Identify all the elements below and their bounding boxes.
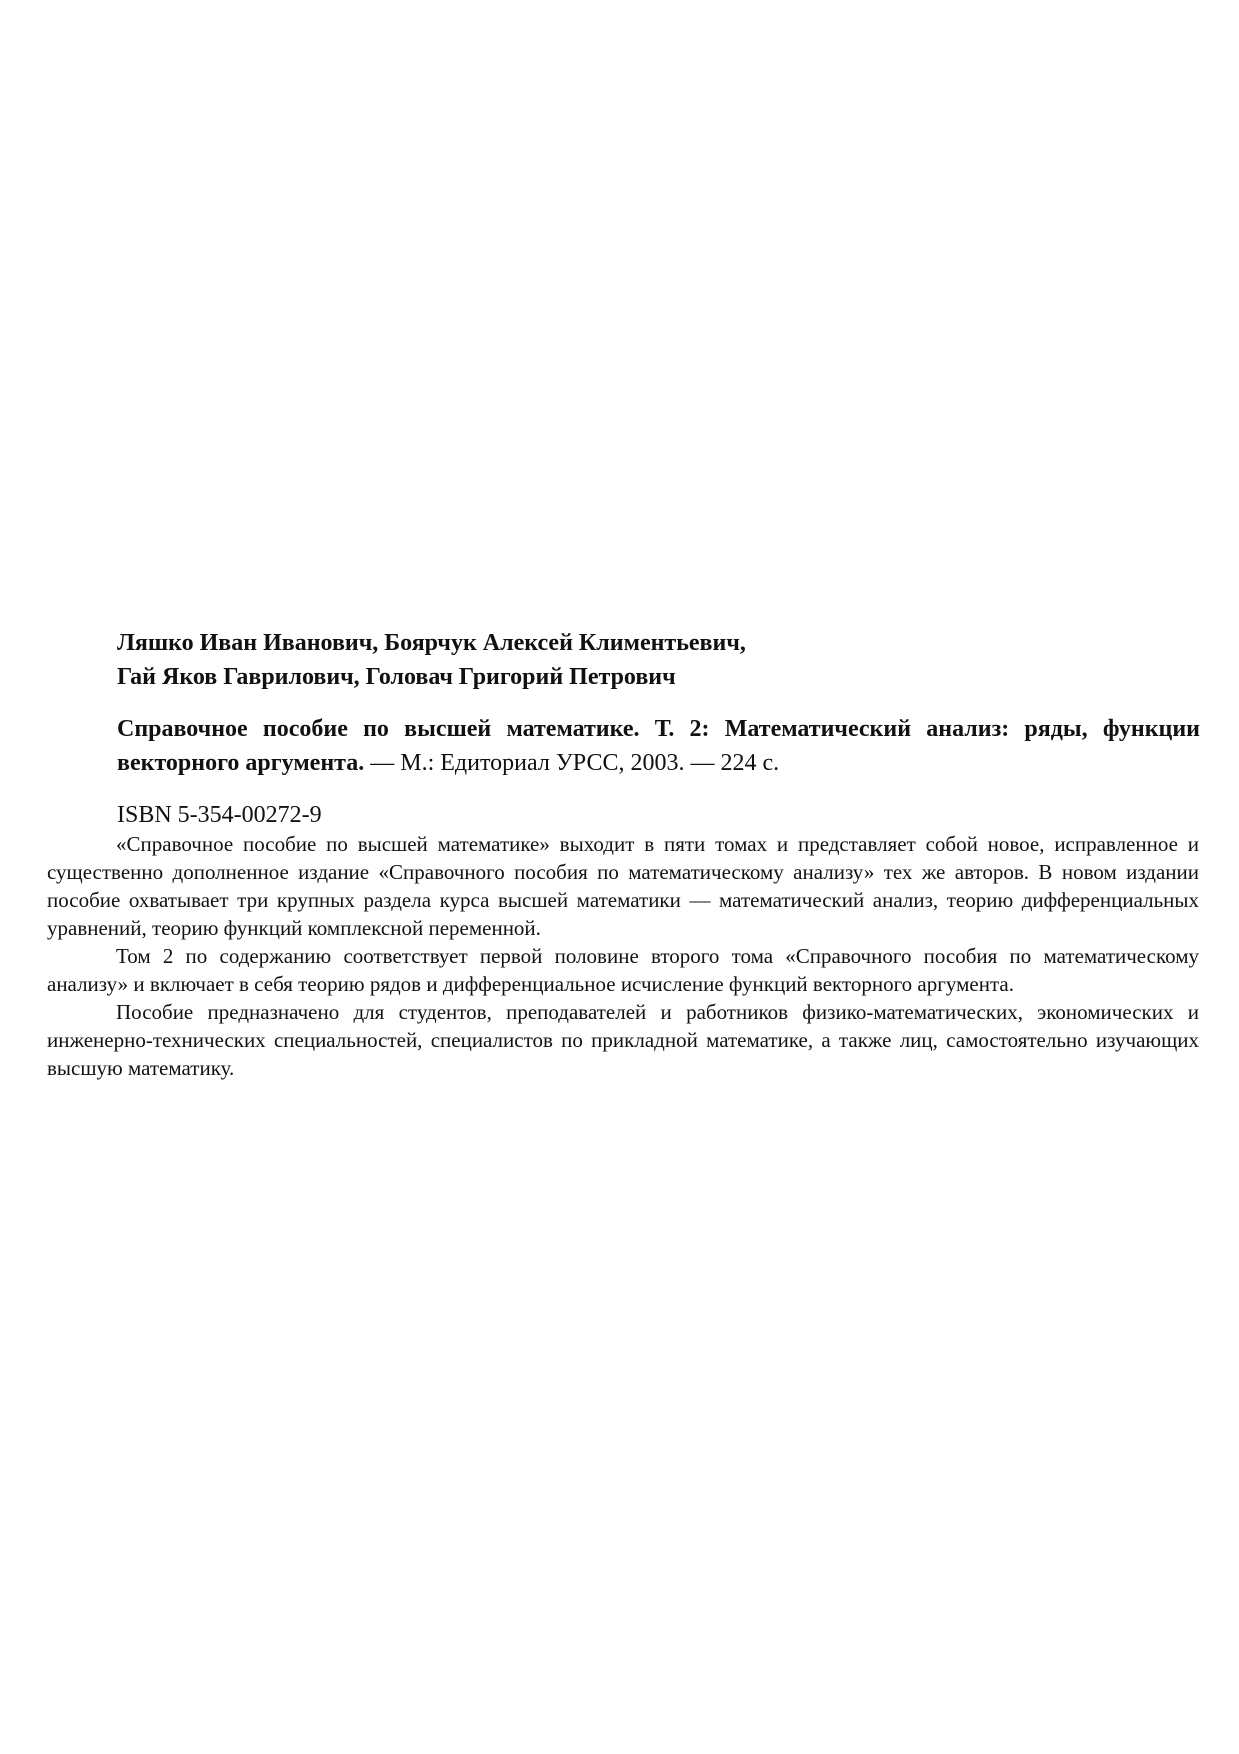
annotation-paragraph: Том 2 по содержанию соответствует первой половине второго тома «Справочного пособия по математическому анализу» и включает в себя теорию рядов и дифференциальное исчисление функций векторного аргумента. [47,944,1199,996]
authors-line-2: Гай Яков Гаврилович, Головач Григорий Петрович [117,664,676,690]
bibliographic-record [117,626,1200,832]
title-block [117,712,1200,780]
book-title: Справочное пособие по высшей математике. Т. 2: Математический анализ: ряды, функции векторного аргумента. [117,716,1200,776]
authors [117,626,1200,694]
annotation-paragraph: «Справочное пособие по высшей математике» выходит в пяти томах и представляет собой новое, исправленное и существенно дополненное издание «Справочного пособия по математическому анализу» тех же авторов. В новом издании пособие охватывает три крупных раздела курса высшей математики — математический анализ, теорию дифференциальных уравнений, теорию функций комплексной переменной. [47,832,1199,940]
isbn: ISBN 5-354-00272-9 [117,802,322,828]
imprint: — М.: Едиториал УРСС, 2003. — 224 с. [364,750,780,776]
annotation-paragraph: Пособие предназначено для студентов, преподавателей и работников физико-математических, экономических и инженерно-технических специальностей, специалистов по прикладной математике, а также лиц, самостоятельно изучающих высшую математику. [47,1000,1199,1080]
authors-line-1: Ляшко Иван Иванович, Боярчук Алексей Климентьевич, [117,630,746,656]
annotation [47,830,1199,1082]
